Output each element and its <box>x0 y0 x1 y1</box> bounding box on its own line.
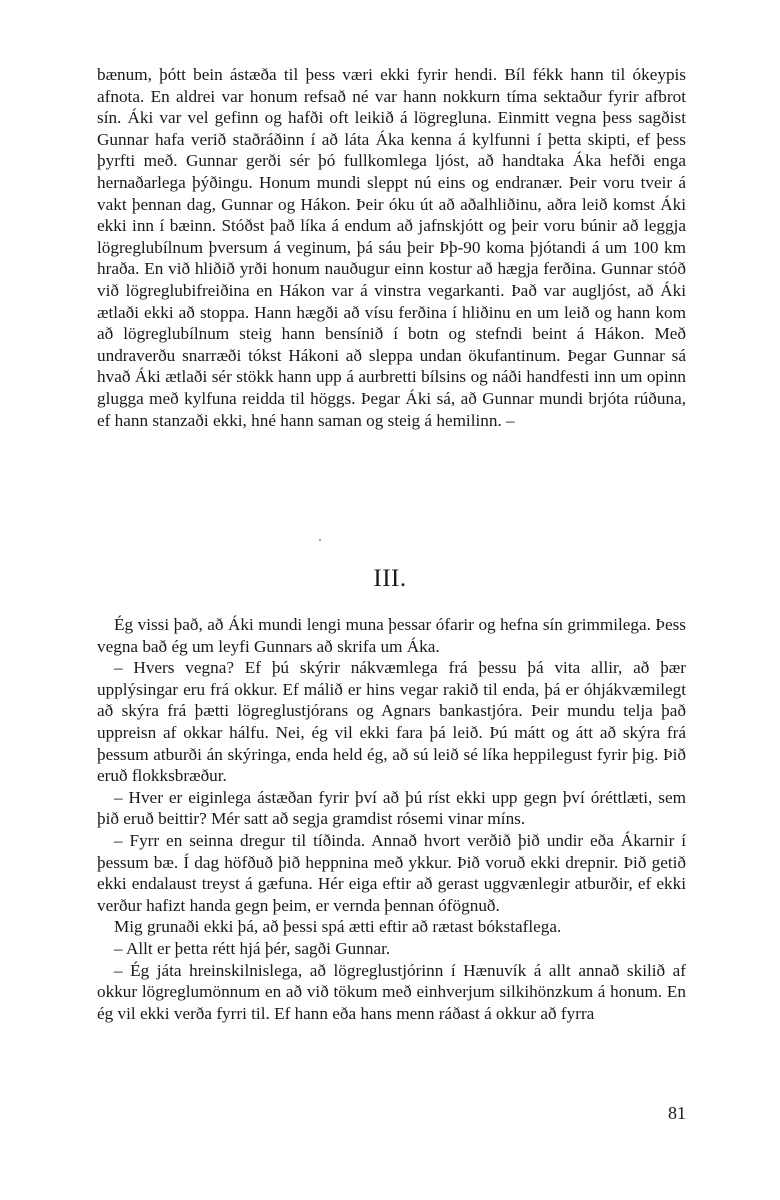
paragraph: – Hver er eiginlega ástæðan fyrir því að þú ríst ekki upp gegn því óréttlæti, sem þið eruð beittir? Mér satt að segja gramdist rósemi vinar míns. <box>97 787 686 829</box>
paragraph: Mig grunaði ekki þá, að þessi spá ætti eftir að rætast bókstaflega. <box>114 917 562 937</box>
paragraph: – Allt er þetta rétt hjá þér, sagði Gunnar. <box>114 938 391 958</box>
paragraph: – Ég játa hreinskilnislega, að lögreglustjórinn í Hænuvík á allt annað skilið af okkur lögreglumönnum en að við tökum með einhverjum silkihönzkum á honum. En ég vil ekki verða fyrri til. Ef hann eða hans menn ráðast á okkur að fyrra <box>97 960 686 1023</box>
paragraph: bænum, þótt bein ástæða til þess væri ekki fyrir hendi. Bíl fékk hann til ókeypis afnota. En aldrei var honum refsað né var hann nokkurn tíma sektaður fyrir afbrot sín. Áki var vel gefinn og hafði oft leikið á lögregluna. Einmitt vegna þess sagðist Gunnar hafa verið staðráðinn í að láta Áka kenna á kylfunni í þetta skipti, ef þess þyrfti með. Gunnar gerði sér þó fullkomlega ljóst, að handtaka Áka hefði enga hernaðarlega þýðingu. Honum mundi sleppt nú eins og endranær. Þeir voru tveir á vakt þennan dag, Gunnar og Hákon. Þeir óku út að aðalhliðinu, aðra leið komst Áki ekki inn í bæinn. Stóðst það líka á endum að jafnskjótt og þeir voru búnir að leggja lögreglubílnum þversum á veginum, þá sáu þeir Þþ-90 koma þjótandi á um 100 km hraða. En við hliðið yrði honum nauðugur einn kostur að hægja ferðina. Gunnar stóð við lögreglubifreiðina en Hákon var á vinstra vegarkanti. Það var augljóst, að Áki ætlaði ekki að stoppa. Hann hægði að vísu ferðina í hliðinu en um leið og hann kom að lögreglubílnum steig hann bensínið í botn og stefndi beint á Hákon. Með undraverðu snarræði tókst Hákoni að sleppa undan ökufantinum. Þegar Gunnar sá hvað Áki ætlaði sér stökk hann upp á aurbretti bílsins og náði handfesti inn um opinn glugga með kylfuna reidda til höggs. Þegar Áki sá, að Gunnar mundi brjóta rúðuna, ef hann stanzaði ekki, hné hann saman og steig á hemilinn. – <box>97 65 686 430</box>
page-number: 81 <box>668 1103 686 1123</box>
paragraph: Ég vissi það, að Áki mundi lengi muna þessar ófarir og hefna sín grimmilega. Þess vegna bað ég um leyfi Gunnars að skrifa um Áka. <box>97 615 686 656</box>
paragraph: – Hvers vegna? Ef þú skýrir nákvæmlega frá þessu þá vita allir, að þær upplýsingar eru frá okkur. Ef málið er hins vegar rakið til enda, þá er óhjákvæmilegt að skýra frá þætti lögreglustjórans og Agnars bankastjóra. Þeir mundu telja það uppreisn af okkar hálfu. Nei, ég vil ekki fara þá leið. Þú mátt og átt að skýra frá þessum atburði án skýringa, enda held ég, að sú leið sé líka heppilegust fyrir þig. Þið eruð flokksbræður. <box>97 658 686 786</box>
body-text-top <box>97 64 686 431</box>
scan-speck <box>319 539 321 541</box>
body-text-chapter <box>97 614 686 1024</box>
chapter-heading: III. <box>373 565 407 592</box>
paragraph: – Fyrr en seinna dregur til tíðinda. Annað hvort verðið þið undir eða Ákarnir í þessum bæ. Í dag höfðuð þið heppnina með ykkur. Þið voruð ekki drepnir. Þið getið ekki endalaust treyst á gæfuna. Hér eiga eftir að gerast uggvænlegir atburðir, ef ekki verður hafizt handa gegn þeim, er vernda þennan ófögnuð. <box>97 830 686 915</box>
